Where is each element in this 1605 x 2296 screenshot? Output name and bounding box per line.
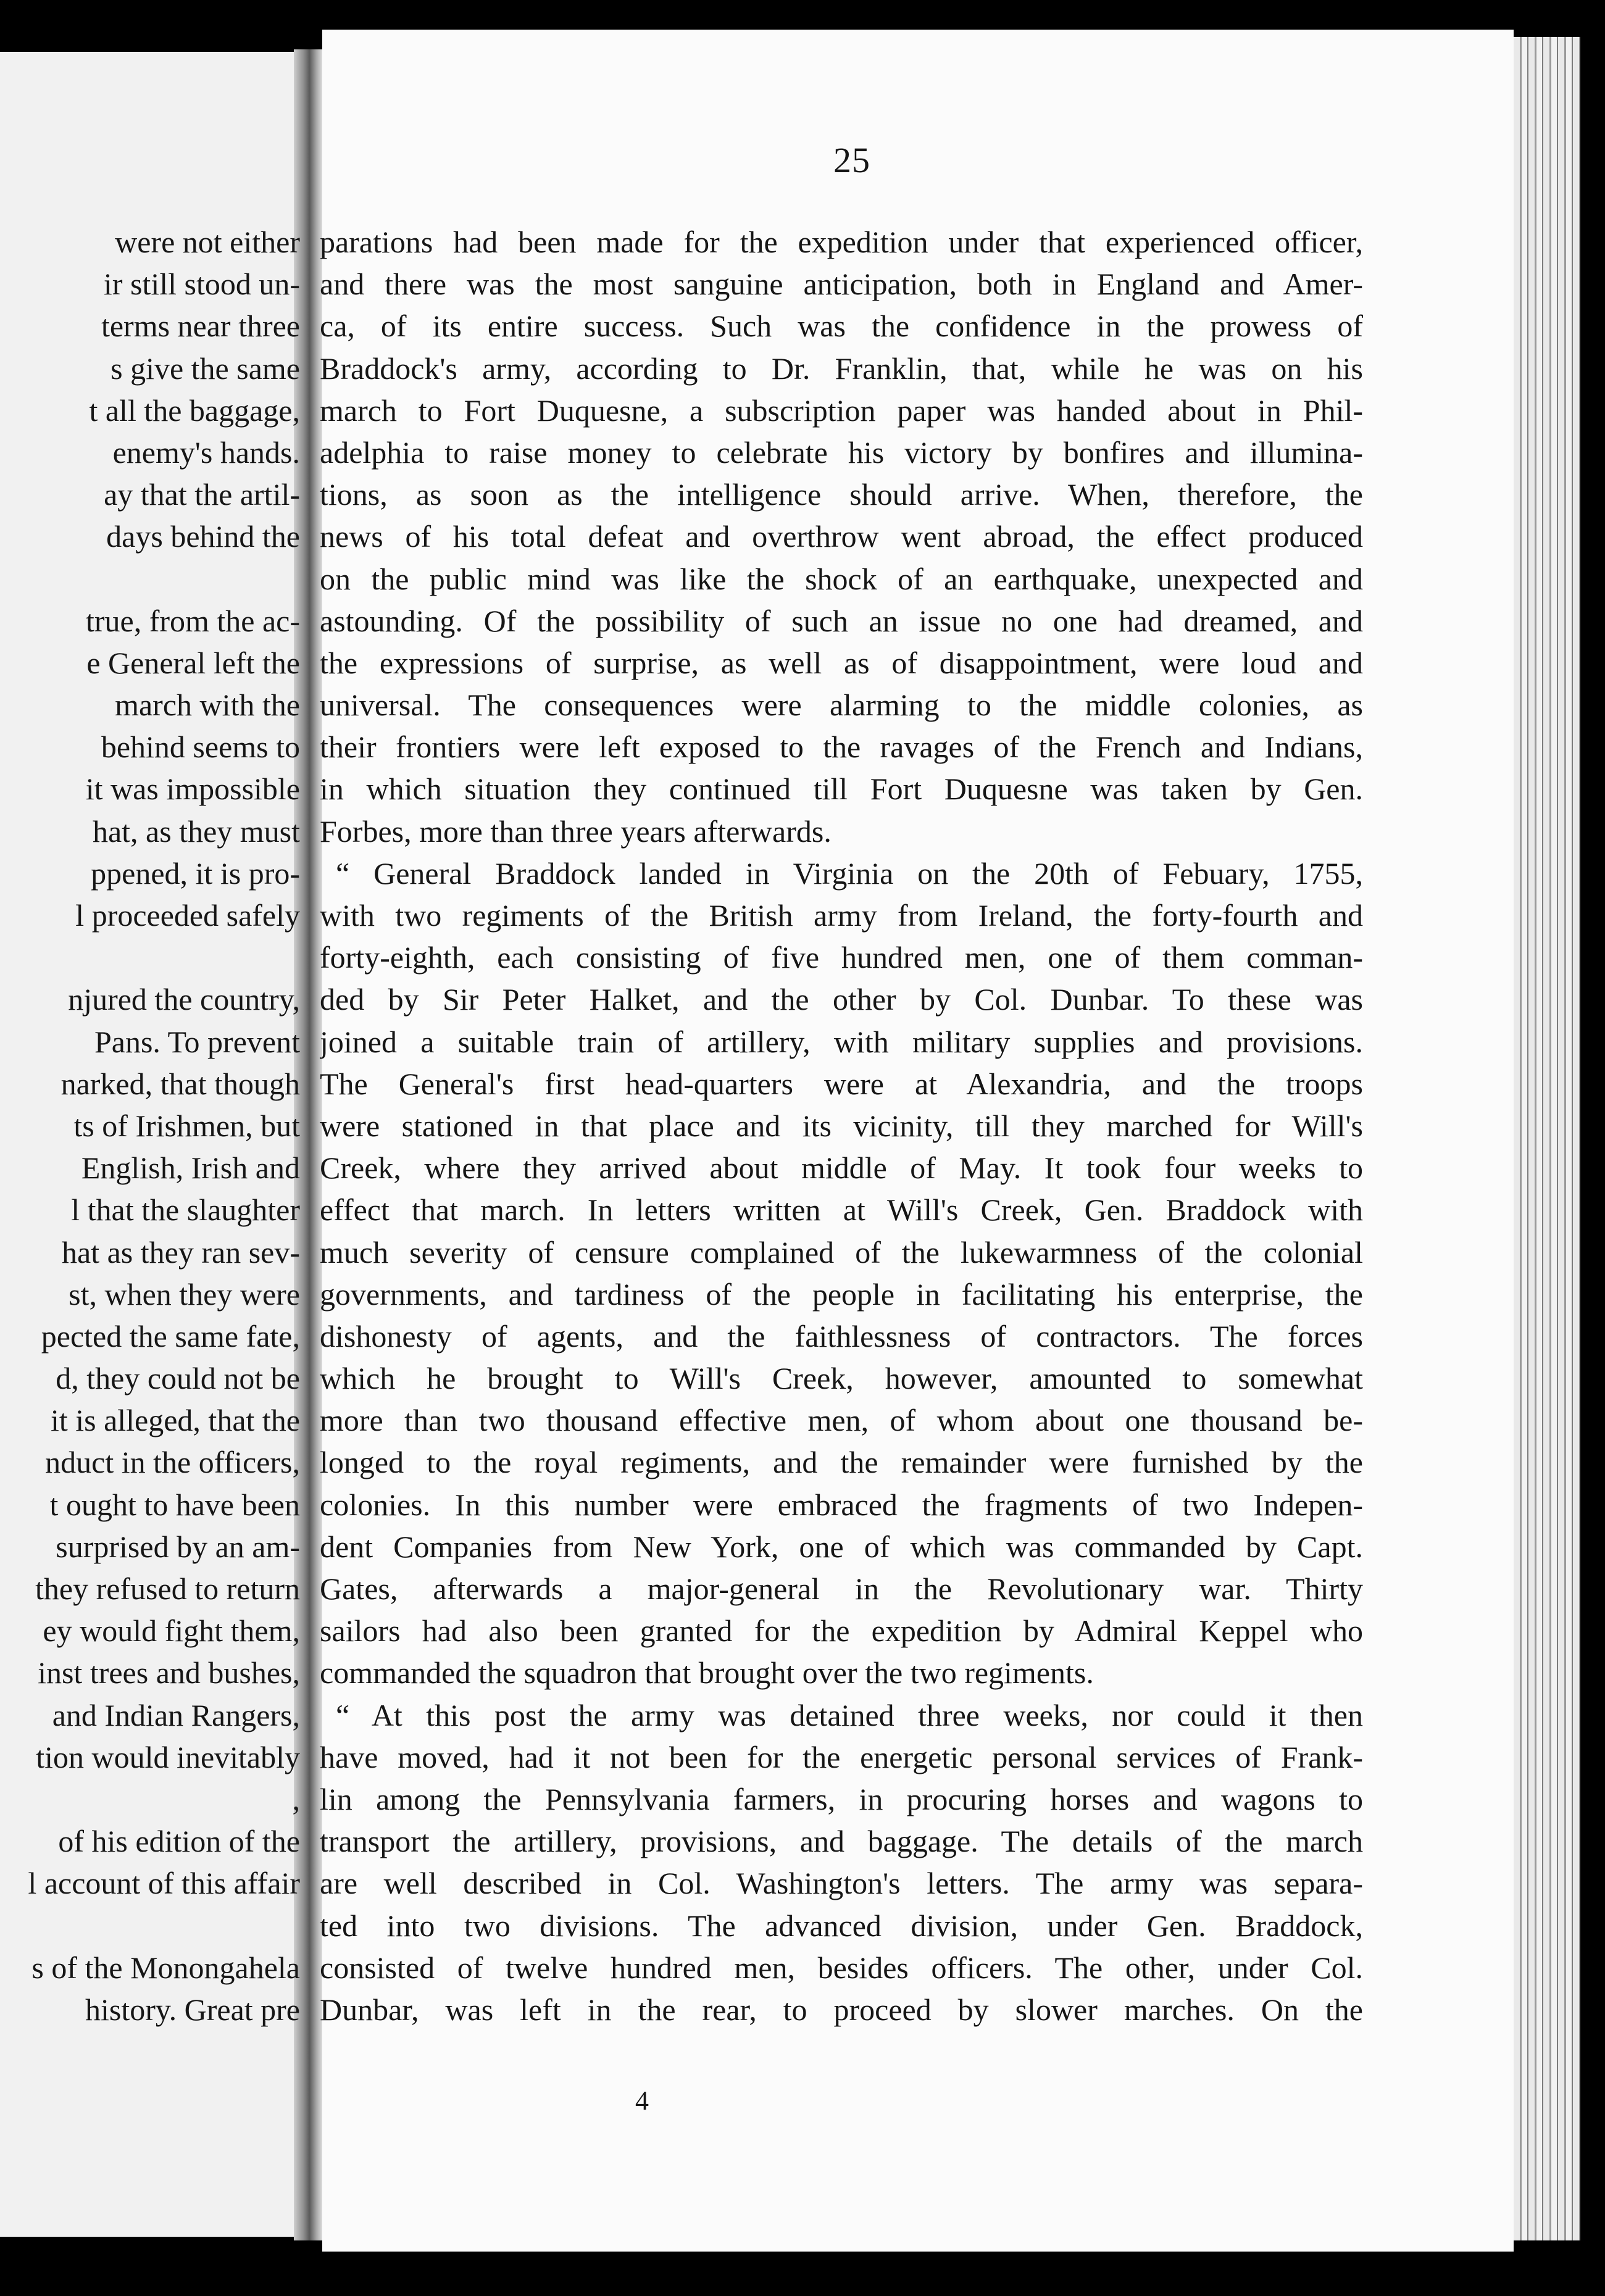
text-line: Dunbar, was left in the rear, to proceed by slower marches. On the (320, 1992, 1363, 2027)
text-line: ca, of its entire success. Such was the confidence in the prowess of (320, 309, 1363, 344)
text-line: Gates, afterwards a major-general in the Revolutionary war. Thirty (320, 1571, 1363, 1606)
text-line: are well described in Col. Washington's letters. The army was separa- (320, 1866, 1363, 1901)
left-text-line: e General left the (86, 645, 300, 680)
text-line: their frontiers were left exposed to the ravages of the French and Indians, (320, 730, 1363, 765)
left-page-text-fragment (0, 221, 300, 2031)
text-line: tions, as soon as the intelligence should arrive. When, therefore, the (320, 477, 1363, 512)
left-text-line: Pans. To prevent (94, 1024, 300, 1059)
signature-mark: 4 (635, 2086, 649, 2116)
left-text-line: st, when they were (69, 1276, 300, 1312)
left-text-line: of his edition of the (58, 1824, 300, 1859)
text-line: dishonesty of agents, and the faithlessness of contractors. The forces (320, 1318, 1363, 1354)
left-text-line: and Indian Rangers, (52, 1697, 300, 1732)
text-line: colonies. In this number were embraced the fragments of two Indepen- (320, 1487, 1363, 1522)
text-line: ted into two divisions. The advanced division, under Gen. Braddock, (320, 1908, 1363, 1943)
left-text-line: behind seems to (101, 730, 300, 765)
left-text-line: ey would fight them, (43, 1613, 300, 1649)
left-text-line: narked, that though (60, 1066, 300, 1101)
left-text-line: true, from the ac- (85, 603, 300, 638)
blank-line (0, 936, 300, 978)
left-text-line: pected the same fate, (41, 1318, 300, 1354)
left-text-line: English, Irish and (81, 1150, 300, 1186)
left-text-line: tion would inevitably (36, 1739, 300, 1774)
text-line: which he brought to Will's Creek, however, amounted to somewhat (320, 1361, 1363, 1396)
text-line: news of his total defeat and overthrow went abroad, the effect produced (320, 519, 1363, 554)
text-line: adelphia to raise money to celebrate his victory by bonfires and illumina- (320, 435, 1363, 470)
text-line: effect that march. In letters written at Will's Creek, Gen. Braddock with (320, 1192, 1363, 1228)
left-text-line: history. Great pre (85, 1992, 300, 2027)
text-line: The General's first head-quarters were at Alexandria, and the troops (320, 1066, 1363, 1101)
text-line: and there was the most sanguine anticipation, both in England and Amer- (320, 267, 1363, 302)
left-text-line: , (292, 1781, 300, 1816)
left-text-line: were not either (115, 225, 300, 259)
left-text-line: s give the same (110, 351, 300, 386)
text-line: in which situation they continued till Fort Duquesne was taken by Gen. (320, 772, 1363, 807)
text-line: on the public mind was like the shock of an earthquake, unexpected and (320, 561, 1363, 596)
left-text-line: march with the (115, 688, 300, 723)
left-text-line: njured the country, (68, 982, 300, 1017)
text-line: “ General Braddock landed in Virginia on the 20th of Febuary, 1755, (336, 855, 1363, 891)
text-line: ded by Sir Peter Halket, and the other by Col. Dunbar. To these was (320, 982, 1363, 1017)
left-text-line: ppened, it is pro- (91, 855, 300, 891)
left-text-line: ir still stood un- (103, 267, 300, 302)
page-edges (1514, 37, 1580, 2240)
text-line: the expressions of surprise, as well as of disappointment, were loud and (320, 645, 1363, 680)
text-line: Forbes, more than three years afterwards. (320, 813, 832, 849)
blank-line (0, 558, 300, 600)
text-line: sailors had also been granted for the expedition by Admiral Keppel who (320, 1613, 1363, 1649)
left-text-line: surprised by an am- (56, 1529, 300, 1564)
left-text-line: it is alleged, that the (50, 1403, 300, 1438)
left-text-line: hat, as they must (92, 813, 300, 849)
text-line: march to Fort Duquesne, a subscription paper was handed about in Phil- (320, 393, 1363, 428)
left-text-line: hat as they ran sev- (62, 1234, 300, 1270)
left-text-line: they refused to return (35, 1571, 300, 1606)
left-text-line: d, they could not be (56, 1361, 300, 1396)
left-text-line: l account of this affair (28, 1866, 300, 1901)
text-line: joined a suitable train of artillery, with military supplies and provisions. (320, 1024, 1363, 1059)
text-line: parations had been made for the expedition under that experienced officer, (320, 225, 1363, 259)
left-text-line: ay that the artil- (104, 477, 300, 512)
left-text-line: l proceeded safely (75, 898, 300, 933)
text-line: much severity of censure complained of the lukewarmness of the colonial (320, 1234, 1363, 1270)
text-line: with two regiments of the British army from Ireland, the forty-fourth and (320, 898, 1363, 933)
text-line: governments, and tardiness of the people in facilitating his enterprise, the (320, 1276, 1363, 1312)
blank-line (0, 1905, 300, 1947)
text-line: forty-eighth, each consisting of five hundred men, one of them comman- (320, 940, 1363, 975)
left-text-line: t ought to have been (49, 1487, 300, 1522)
text-line: longed to the royal regiments, and the remainder were furnished by the (320, 1445, 1363, 1480)
left-text-line: days behind the (106, 519, 300, 554)
text-line: lin among the Pennsylvania farmers, in procuring horses and wagons to (320, 1781, 1363, 1816)
text-line: more than two thousand effective men, of whom about one thousand be- (320, 1403, 1363, 1438)
left-text-line: enemy's hands. (112, 435, 300, 470)
text-line: commanded the squadron that brought over the two regiments. (320, 1655, 1094, 1691)
text-line: dent Companies from New York, one of which was commanded by Capt. (320, 1529, 1363, 1564)
text-line: consisted of twelve hundred men, besides officers. The other, under Col. (320, 1950, 1363, 1985)
left-text-line: nduct in the officers, (45, 1445, 300, 1480)
left-text-line: inst trees and bushes, (38, 1655, 300, 1691)
text-line: were stationed in that place and its vicinity, till they marched for Will's (320, 1108, 1363, 1143)
left-text-line: t all the baggage, (89, 393, 300, 428)
page-number: 25 (833, 140, 870, 180)
left-text-line: s of the Monongahela (31, 1950, 300, 1985)
text-line: have moved, had it not been for the energetic personal services of Frank- (320, 1739, 1363, 1774)
left-text-line: l that the slaughter (71, 1192, 300, 1228)
left-text-line: it was impossible (85, 772, 300, 807)
text-line: Braddock's army, according to Dr. Franklin, that, while he was on his (320, 351, 1363, 386)
text-line: Creek, where they arrived about middle of May. It took four weeks to (320, 1150, 1363, 1186)
left-text-line: terms near three (101, 309, 300, 344)
text-line: astounding. Of the possibility of such an issue no one had dreamed, and (320, 603, 1363, 638)
main-body-text (320, 221, 1363, 2031)
text-line: universal. The consequences were alarming to the middle colonies, as (320, 688, 1363, 723)
left-text-line: ts of Irishmen, but (73, 1108, 300, 1143)
text-line: transport the artillery, provisions, and baggage. The details of the march (320, 1824, 1363, 1859)
text-line: “ At this post the army was detained three weeks, nor could it then (336, 1697, 1363, 1732)
